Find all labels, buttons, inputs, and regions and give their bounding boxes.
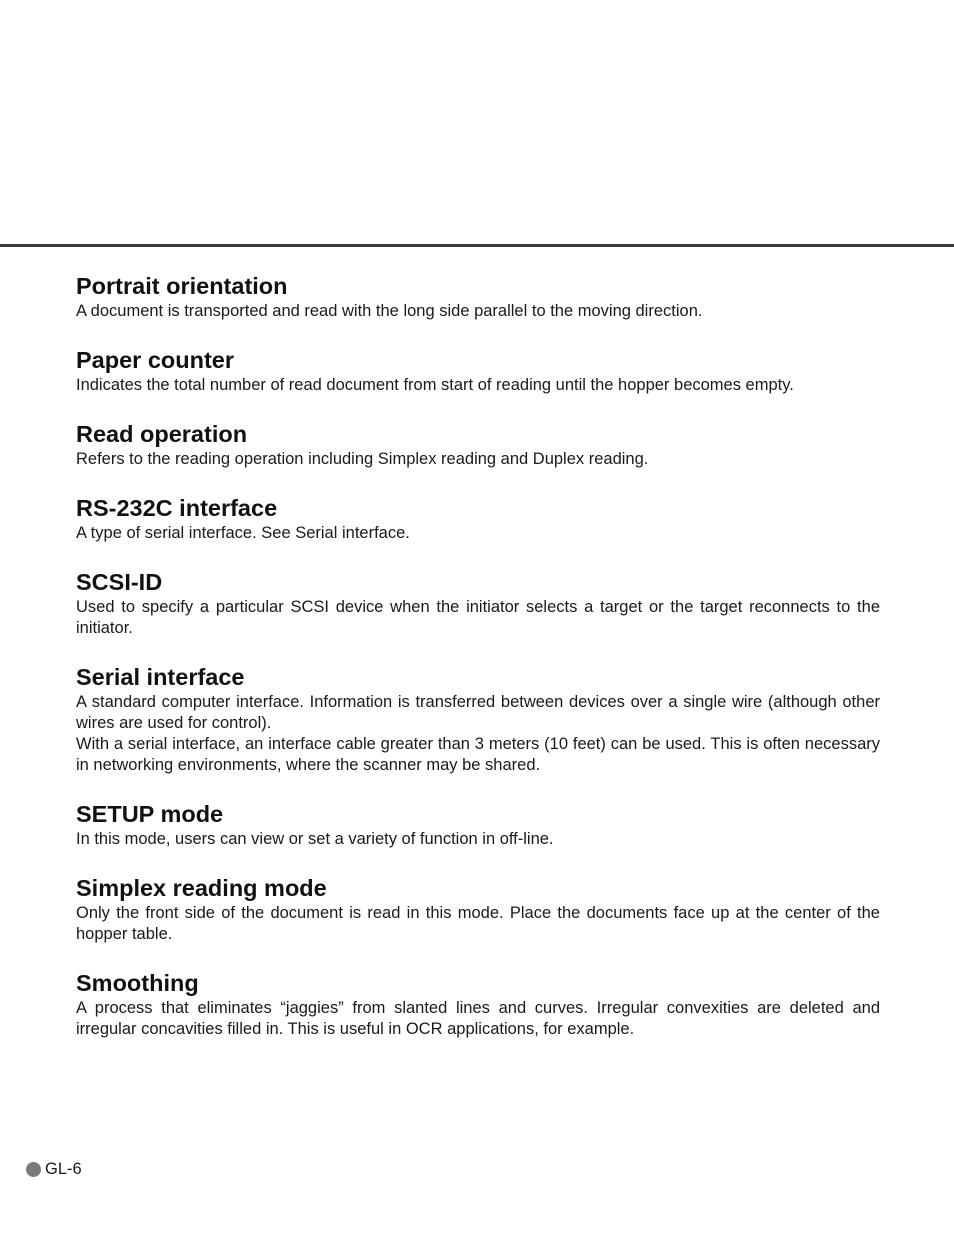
glossary-list [76,271,880,1063]
glossary-term: Simplex reading mode [76,875,327,901]
glossary-term: SETUP mode [76,801,224,827]
glossary-entry [76,493,880,544]
circle-bullet-icon [26,1162,41,1177]
glossary-term: Serial interface [76,664,245,690]
glossary-entry [76,419,880,470]
glossary-term: Portrait orientation [76,273,288,299]
glossary-definition: Only the front side of the document is read in this mode. Place the documents face up at the center of the hopper table. [76,904,880,943]
glossary-entry [76,799,880,850]
glossary-entry [76,567,880,639]
glossary-term: Smoothing [76,970,199,996]
glossary-term: SCSI-ID [76,569,163,595]
glossary-definition: A process that eliminates “jaggies” from slanted lines and curves. Irregular convexities are deleted and irregular concavities filled in. This is useful in OCR applications, for example. [76,999,880,1038]
glossary-definition: Refers to the reading operation including Simplex reading and Duplex reading. [76,450,649,468]
glossary-definition: A standard computer interface. Information is transferred between devices over a single wire (although other wires are used for control). [76,693,880,732]
glossary-entry [76,873,880,945]
glossary-term: Read operation [76,421,248,447]
glossary-entry [76,968,880,1040]
header-rule [0,244,954,247]
glossary-term: Paper counter [76,347,235,373]
glossary-definition: A type of serial interface. See Serial interface. [76,524,410,542]
glossary-entry [76,662,880,776]
glossary-definition: Indicates the total number of read document from start of reading until the hopper becomes empty. [76,376,794,394]
glossary-entry [76,271,880,322]
glossary-definition: A document is transported and read with the long side parallel to the moving direction. [76,302,703,320]
glossary-term: RS-232C interface [76,495,278,521]
page-number: GL-6 [45,1160,82,1178]
glossary-definition: In this mode, users can view or set a variety of function in off-line. [76,830,554,848]
glossary-definition: With a serial interface, an interface cable greater than 3 meters (10 feet) can be used. This is often necessary in networking environments, where the scanner may be shared. [76,735,880,774]
glossary-definition: Used to specify a particular SCSI device when the initiator selects a target or the target reconnects to the initiator. [76,598,880,637]
glossary-entry [76,345,880,396]
page-footer [26,1159,82,1179]
